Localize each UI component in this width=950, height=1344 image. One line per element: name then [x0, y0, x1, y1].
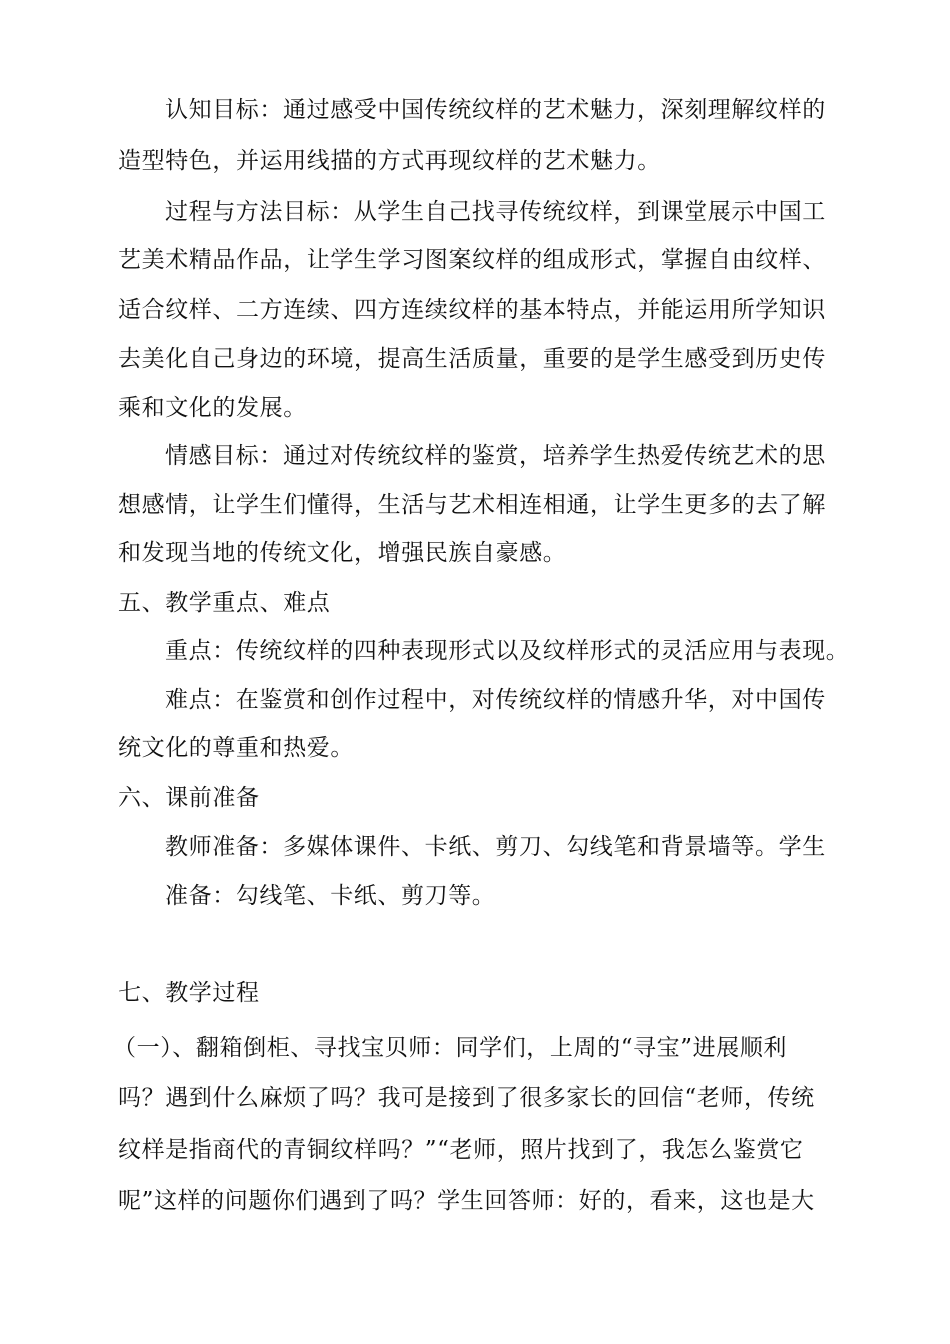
- paragraph-process-line-4: 呢”这样的问题你们遇到了吗？学生回答师：好的，看来，这也是大: [118, 1188, 815, 1214]
- paragraph-process-line-3: 纹样是指商代的青铜纹样吗？”“老师，照片找到了，我怎么鉴赏它: [118, 1137, 804, 1163]
- section-heading-6: 六、课前准备: [118, 785, 260, 811]
- paragraph-process-goal-line-5: 乘和文化的发展。: [118, 395, 307, 421]
- paragraph-cognitive-goal-line-1: 认知目标：通过感受中国传统纹样的艺术魅力，深刻理解纹样的: [165, 97, 826, 123]
- paragraph-emotion-goal-line-1: 情感目标：通过对传统纹样的鉴赏，培养学生热爱传统艺术的思: [165, 443, 826, 469]
- paragraph-difficulty-line-2: 统文化的尊重和热爱。: [118, 735, 354, 761]
- section-heading-5: 五、教学重点、难点: [118, 590, 331, 616]
- paragraph-preparation-line-2: 准备：勾线笔、卡纸、剪刀等。: [165, 883, 496, 909]
- paragraph-process-goal-line-3: 适合纹样、二方连续、四方连续纹样的基本特点，并能运用所学知识: [118, 297, 826, 323]
- section-heading-7: 七、教学过程: [118, 980, 260, 1006]
- paragraph-process-line-2: 吗？遇到什么麻烦了吗？我可是接到了很多家长的回信“老师，传统: [118, 1085, 815, 1111]
- paragraph-process-line-1: （一）、翻箱倒柜、寻找宝贝师：同学们，上周的“寻宝”进展顺利: [113, 1035, 788, 1061]
- paragraph-process-goal-line-1: 过程与方法目标：从学生自己找寻传统纹样，到课堂展示中国工: [165, 199, 826, 225]
- paragraph-difficulty-line-1: 难点：在鉴赏和创作过程中，对传统纹样的情感升华，对中国传: [165, 687, 826, 713]
- paragraph-key-point: 重点：传统纹样的四种表现形式以及纹样形式的灵活应用与表现。: [165, 638, 850, 664]
- paragraph-preparation-line-1: 教师准备：多媒体课件、卡纸、剪刀、勾线笔和背景墙等。学生: [165, 834, 826, 860]
- paragraph-emotion-goal-line-3: 和发现当地的传统文化，增强民族自豪感。: [118, 540, 567, 566]
- paragraph-emotion-goal-line-2: 想感情，让学生们懂得，生活与艺术相连相通，让学生更多的去了解: [118, 492, 826, 518]
- paragraph-cognitive-goal-line-2: 造型特色，并运用线描的方式再现纹样的艺术魅力。: [118, 148, 661, 174]
- paragraph-process-goal-line-2: 艺美术精品作品，让学生学习图案纹样的组成形式，掌握自由纹样、: [118, 247, 826, 273]
- paragraph-process-goal-line-4: 去美化自己身边的环境，提高生活质量，重要的是学生感受到历史传: [118, 346, 826, 372]
